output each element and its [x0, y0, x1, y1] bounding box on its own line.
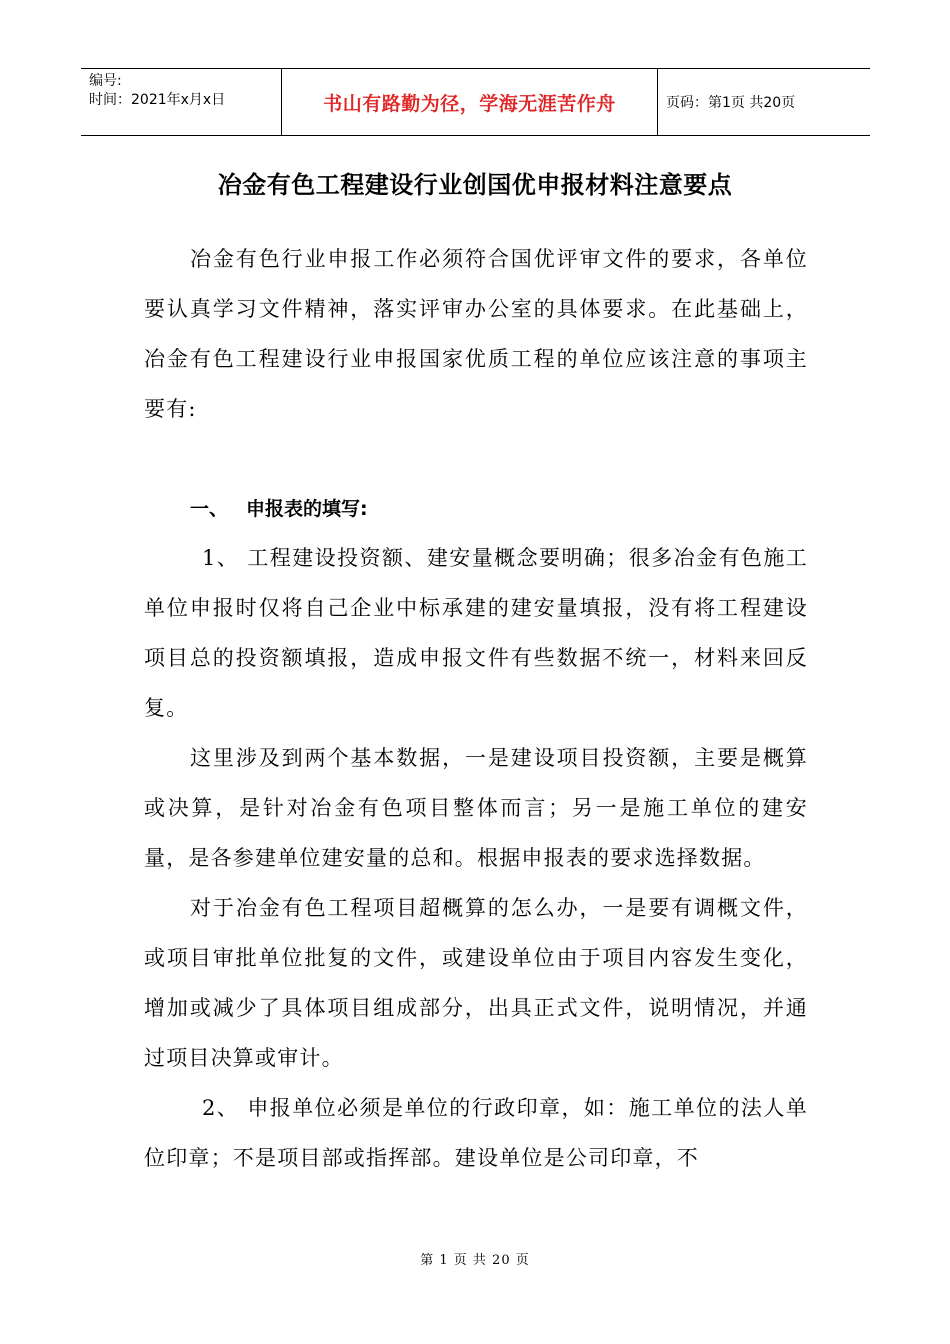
section-title: 申报表的填写:: [246, 498, 368, 520]
header-motto: 书山有路勤为径，学海无涯苦作舟: [323, 92, 616, 115]
header-motto-cell: [281, 69, 658, 135]
page-footer: 第 1 页 共 20 页: [420, 1253, 530, 1268]
paragraph-item-1-overbudget: 对于冶金有色工程项目超概算的怎么办，一是要有调概文件，或项目审批单位批复的文件，或建设单位由于项目内容发生变化，增加或减少了具体项目组成部分，出具正式文件，说明情况，并通过项目决算或审计。: [144, 896, 808, 1070]
section-body: [144, 533, 808, 1183]
doc-number-label: 编号:: [89, 73, 122, 89]
paragraph-item-1-detail: 这里涉及到两个基本数据，一是建设项目投资额，主要是概算或决算，是针对冶金有色项目整体而言；另一是施工单位的建安量，是各参建单位建安量的总和。根据申报表的要求选择数据。: [144, 746, 808, 870]
intro-paragraph: [144, 234, 808, 434]
time-label: 时间：2021年x月x日: [89, 92, 226, 108]
intro-text: 冶金有色行业申报工作必须符合国优评审文件的要求，各单位要认真学习文件精神，落实评审办公室的具体要求。在此基础上，冶金有色工程建设行业申报国家优质工程的单位应该注意的事项主要有:: [144, 247, 808, 421]
paragraph-item-2: 2、 申报单位必须是单位的行政印章，如：施工单位的法人单位印章；不是项目部或指挥部。建设单位是公司印章，不: [144, 1096, 808, 1170]
header-meta: [81, 69, 281, 135]
section-heading: [190, 484, 368, 534]
section-number: 一、: [190, 498, 229, 520]
document-title: 冶金有色工程建设行业创国优申报材料注意要点: [217, 171, 733, 199]
paragraph-item-1: 1、 工程建设投资额、建安量概念要明确；很多冶金有色施工单位申报时仅将自己企业中标承建的建安量填报，没有将工程建设项目总的投资额填报，造成申报文件有些数据不统一，材料来回反复。: [144, 546, 808, 720]
page-header: [81, 68, 870, 136]
header-page-code-cell: [658, 69, 870, 135]
page-code: 页码：第1页 共20页: [666, 95, 796, 111]
